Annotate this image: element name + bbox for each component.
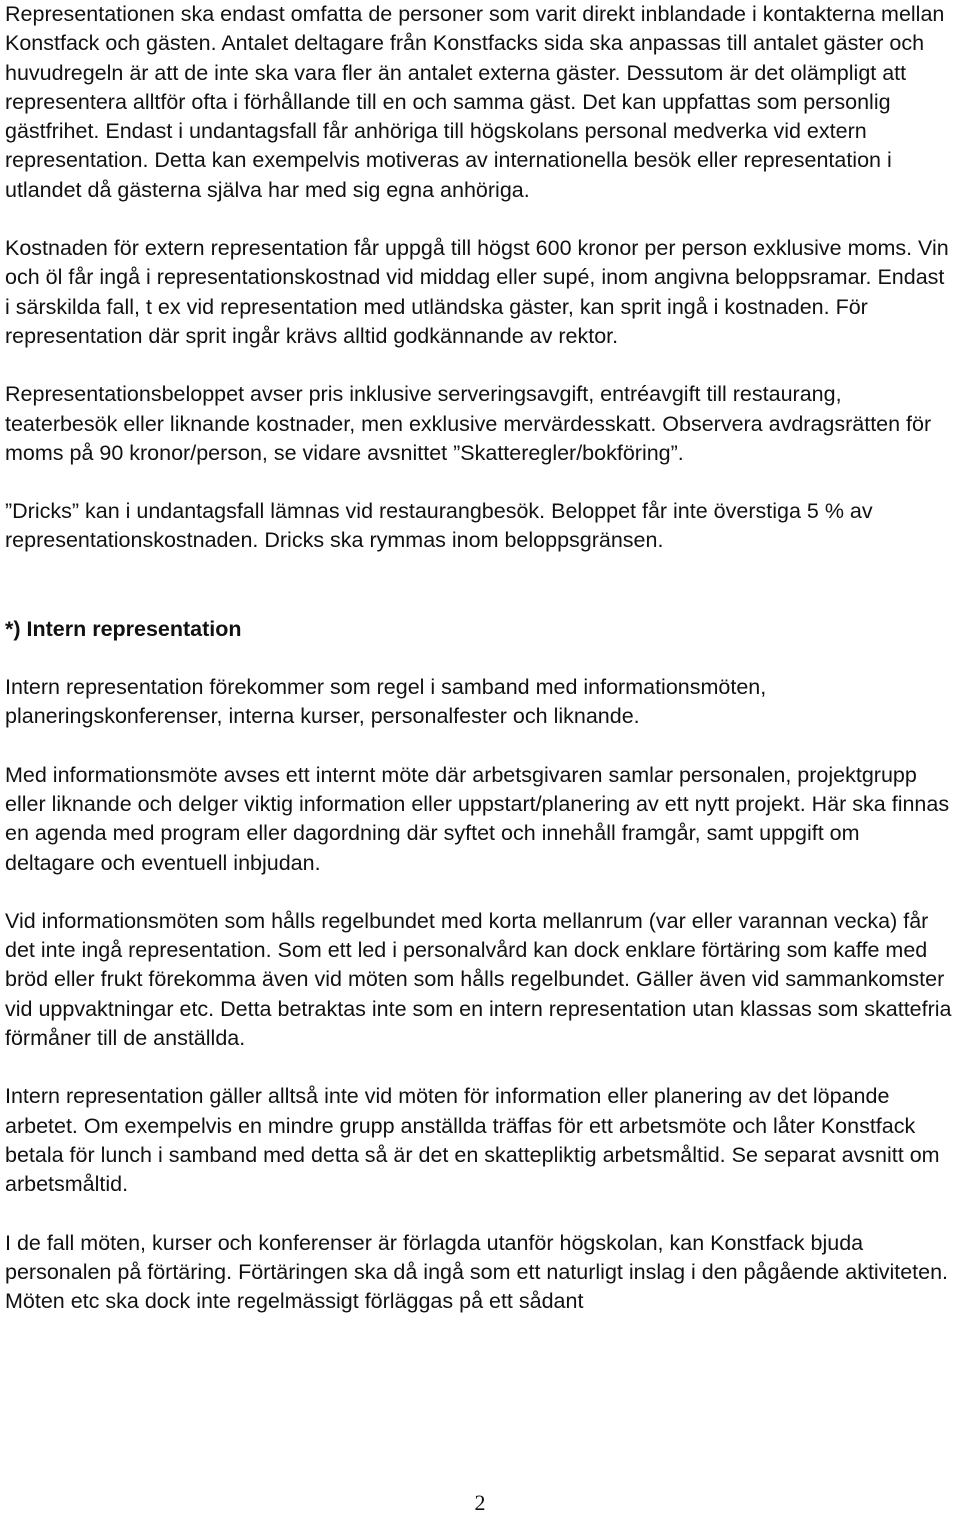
paragraph-representationsbelopp: Representationsbeloppet avser pris inklusive serveringsavgift, entréavgift till restaurang, teaterbesök eller liknande kostnader, men exklusive mervärdesskatt. Observera avdragsrätten för moms på 90 kronor/person, se vidare avsnittet ”Skatteregler/bokföring”. xyxy=(5,382,932,465)
paragraph-arbetsmaltid: Intern representation gäller alltså inte vid möten för information eller planering av det löpande arbetet. Om exempelvis en mindre grupp anställda träffas för ett arbetsmöte och låter Konstfack betala för lunch i samband med detta så är det en skattepliktig arbetsmåltid. Se separat avsnitt om arbetsmåltid. xyxy=(5,1084,940,1197)
document-page xyxy=(5,0,955,1316)
page-number: 2 xyxy=(474,1490,486,1515)
paragraph-informationsmote: Med informationsmöte avses ett internt möte där arbetsgivaren samlar personalen, projektgrupp eller liknande och delger viktig information eller uppstart/planering av ett nytt projekt. Här ska finnas en agenda med program eller dagordning där syftet och innehåll framgår, samt uppgift om deltagare och eventuell inbjudan. xyxy=(5,762,950,875)
paragraph-deltagare: Representationen ska endast omfatta de personer som varit direkt inblandade i kontakterna mellan Konstfack och gästen. Antalet deltagare från Konstfacks sida ska anpassas till antalet gäster och huvudregeln är att de inte ska vara fler än antalet externa gäster. Dessutom är det olämpligt att representera alltför ofta i förhållande till en och samma gäst. Det kan uppfattas som personlig gästfrihet. Endast i undantagsfall får anhöriga till högskolans personal medverka vid extern representation. Detta kan exempelvis motiveras av internationella besök eller representation i utlandet då gästerna själva har med sig egna anhöriga. xyxy=(5,2,945,202)
paragraph-kostnad: Kostnaden för extern representation får uppgå till högst 600 kronor per person exklusive moms. Vin och öl får ingå i representationskostnad vid middag eller supé, inom angivna beloppsramar. Endast i särskilda fall, t ex vid representation med utländska gäster, kan sprit ingå i kostnaden. För representation där sprit ingår krävs alltid godkännande av rektor. xyxy=(5,236,949,348)
paragraph-regelbundna-moten: Vid informationsmöten som hålls regelbundet med korta mellanrum (var eller varannan vecka) får det inte ingå representation. Som ett led i personalvård kan dock enklare förtäring som kaffe med bröd eller frukt förekomma även vid möten som hålls regelbundet. Gäller även vid sammankomster vid uppvaktningar etc. Detta betraktas inte som en intern representation utan klassas som skattefria förmåner till de anställda. xyxy=(5,908,952,1051)
paragraph-externa-moten: I de fall möten, kurser och konferenser är förlagda utanför högskolan, kan Konstfack bjuda personalen på förtäring. Förtäringen ska då ingå som ett naturligt inslag i den pågående aktiviteten. Möten etc ska dock inte regelmässigt förläggas på ett sådant xyxy=(5,1230,949,1314)
paragraph-intern-intro: Intern representation förekommer som regel i samband med informationsmöten, planeringskonferenser, interna kurser, personalfester och liknande. xyxy=(5,675,767,729)
section-heading-intern-representation: *) Intern representation xyxy=(5,616,242,641)
paragraph-dricks: ”Dricks” kan i undantagsfall lämnas vid restaurangbesök. Beloppet får inte överstiga 5 % av representationskostnaden. Dricks ska rymmas inom beloppsgränsen. xyxy=(5,499,873,553)
